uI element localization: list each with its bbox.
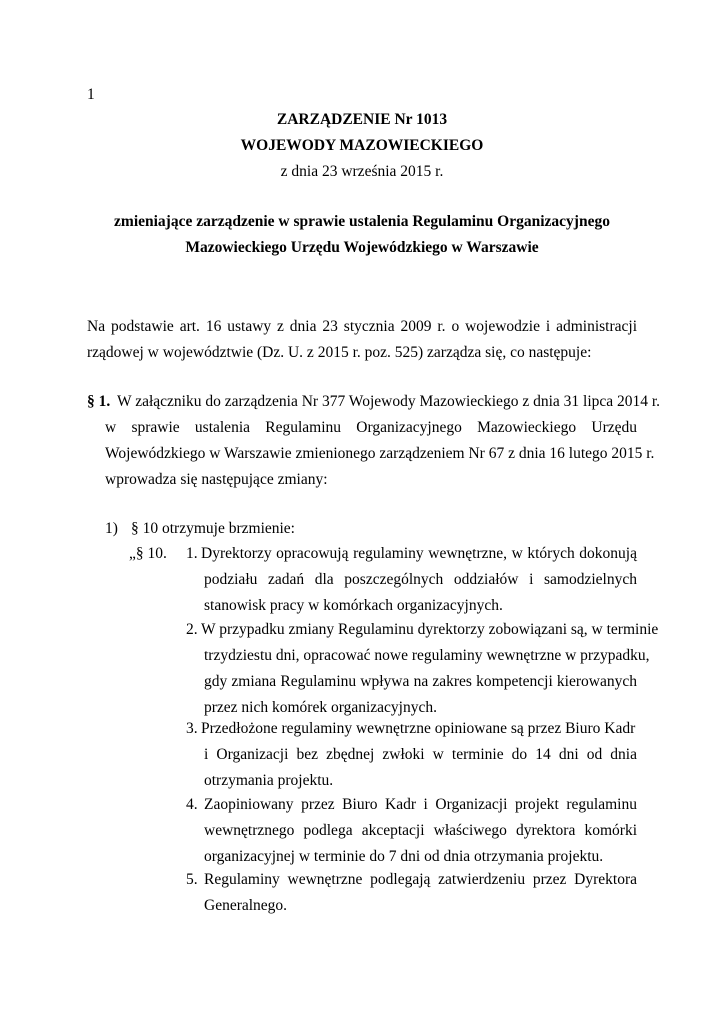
quoted-item-1-number: 1. — [186, 545, 198, 562]
section-1-line2: w sprawie ustalenia Regulaminu Organizacyjnego Mazowieckiego Urzędu — [105, 419, 637, 436]
section-1-line3: Wojewódzkiego w Warszawie zmienionego zarządzeniem Nr 67 z dnia 16 lutego 2015 r. — [105, 445, 655, 462]
legal-basis-paragraph — [87, 314, 637, 366]
quoted-item-3-rest — [204, 742, 637, 794]
quoted-item-1-first — [201, 541, 637, 567]
quoted-item-2-first — [201, 617, 659, 643]
document-title: ZARZĄDZENIE Nr 1013 — [276, 111, 448, 128]
legal-basis-line2: rządowej w województwie (Dz. U. z 2015 r. poz. 525) zarządza się, co następuje: — [87, 344, 592, 361]
quoted-item-2-line3: gdy zmiana Regulaminu wpływa na zakres kompetencji kierowanych — [204, 673, 637, 690]
quoted-item-5-line2: Generalnego. — [204, 897, 288, 914]
legal-basis-line1: Na podstawie art. 16 ustawy z dnia 23 stycznia 2009 r. o wojewodzie i administracji — [87, 318, 637, 335]
quoted-item-5-number: 5. — [186, 871, 198, 888]
quoted-item-4-first — [204, 792, 637, 818]
document-subject-line1: zmieniające zarządzenie w sprawie ustalenia Regulaminu Organizacyjnego — [114, 213, 610, 230]
quoted-item-3-line1: Przedłożone regulaminy wewnętrzne opiniowane są przez Biuro Kadr — [201, 720, 636, 737]
quoted-item-2-line2: trzydziestu dni, opracować nowe regulaminy wewnętrzne w przypadku, — [204, 647, 650, 664]
section-1-paragraph — [105, 415, 655, 493]
document-subject-line2: Mazowieckiego Urzędu Wojewódzkiego w Warszawie — [185, 239, 539, 256]
quoted-item-5-rest — [204, 893, 637, 919]
quoted-item-4-number: 4. — [186, 796, 198, 813]
quoted-item-4-line2: wewnętrznego podlega akceptacji właściwego dyrektora komórki — [204, 822, 637, 839]
quoted-item-1-line3: stanowisk pracy w komórkach organizacyjnych. — [204, 597, 503, 614]
change-1-marker: 1) — [105, 520, 118, 537]
quoted-item-3-first — [201, 716, 637, 742]
quoted-item-4-rest — [204, 818, 637, 870]
quoted-item-5-first — [204, 867, 637, 893]
section-1-marker: § 1. — [87, 393, 111, 410]
section-1-first-line — [117, 389, 661, 415]
quoted-item-1-line1: Dyrektorzy opracowują regulaminy wewnętrzne, w których dokonują — [201, 545, 637, 562]
quoted-item-3-line3: otrzymania projektu. — [204, 772, 334, 789]
quoted-item-2-line4: przez nich komórek organizacyjnych. — [204, 699, 437, 716]
quoted-item-4-line1: Zaopiniowany przez Biuro Kadr i Organizacji projekt regulaminu — [204, 796, 637, 813]
quoted-item-1-rest — [204, 567, 637, 619]
section-1-line4: wprowadza się następujące zmiany: — [105, 471, 328, 488]
change-1-text: § 10 otrzymuje brzmienie: — [131, 520, 295, 537]
quoted-item-1-line2: podziału zadań dla poszczególnych oddziałów i samodzielnych — [204, 571, 637, 588]
section-1-line1: W załączniku do zarządzenia Nr 377 Wojewody Mazowieckiego z dnia 31 lipca 2014 r. — [117, 393, 661, 410]
page-number: 1 — [87, 86, 95, 103]
quoted-item-4-line3: organizacyjnej w terminie do 7 dni od dnia otrzymania projektu. — [204, 848, 604, 865]
quoted-item-5-line1: Regulaminy wewnętrzne podlegają zatwierdzeniu przez Dyrektora — [204, 871, 637, 888]
document-date: z dnia 23 września 2015 r. — [280, 163, 444, 180]
quoted-item-2-number: 2. — [186, 621, 198, 638]
quoted-paragraph-opening: „§ 10. — [129, 545, 167, 562]
quoted-item-3-number: 3. — [186, 720, 198, 737]
quoted-item-3-line2: i Organizacji bez zbędnej zwłoki w terminie do 14 dni od dnia — [204, 746, 637, 763]
document-authority: WOJEWODY MAZOWIECKIEGO — [240, 137, 484, 154]
quoted-item-2-rest — [204, 643, 650, 721]
quoted-item-2-line1: W przypadku zmiany Regulaminu dyrektorzy zobowiązani są, w terminie — [201, 621, 659, 638]
